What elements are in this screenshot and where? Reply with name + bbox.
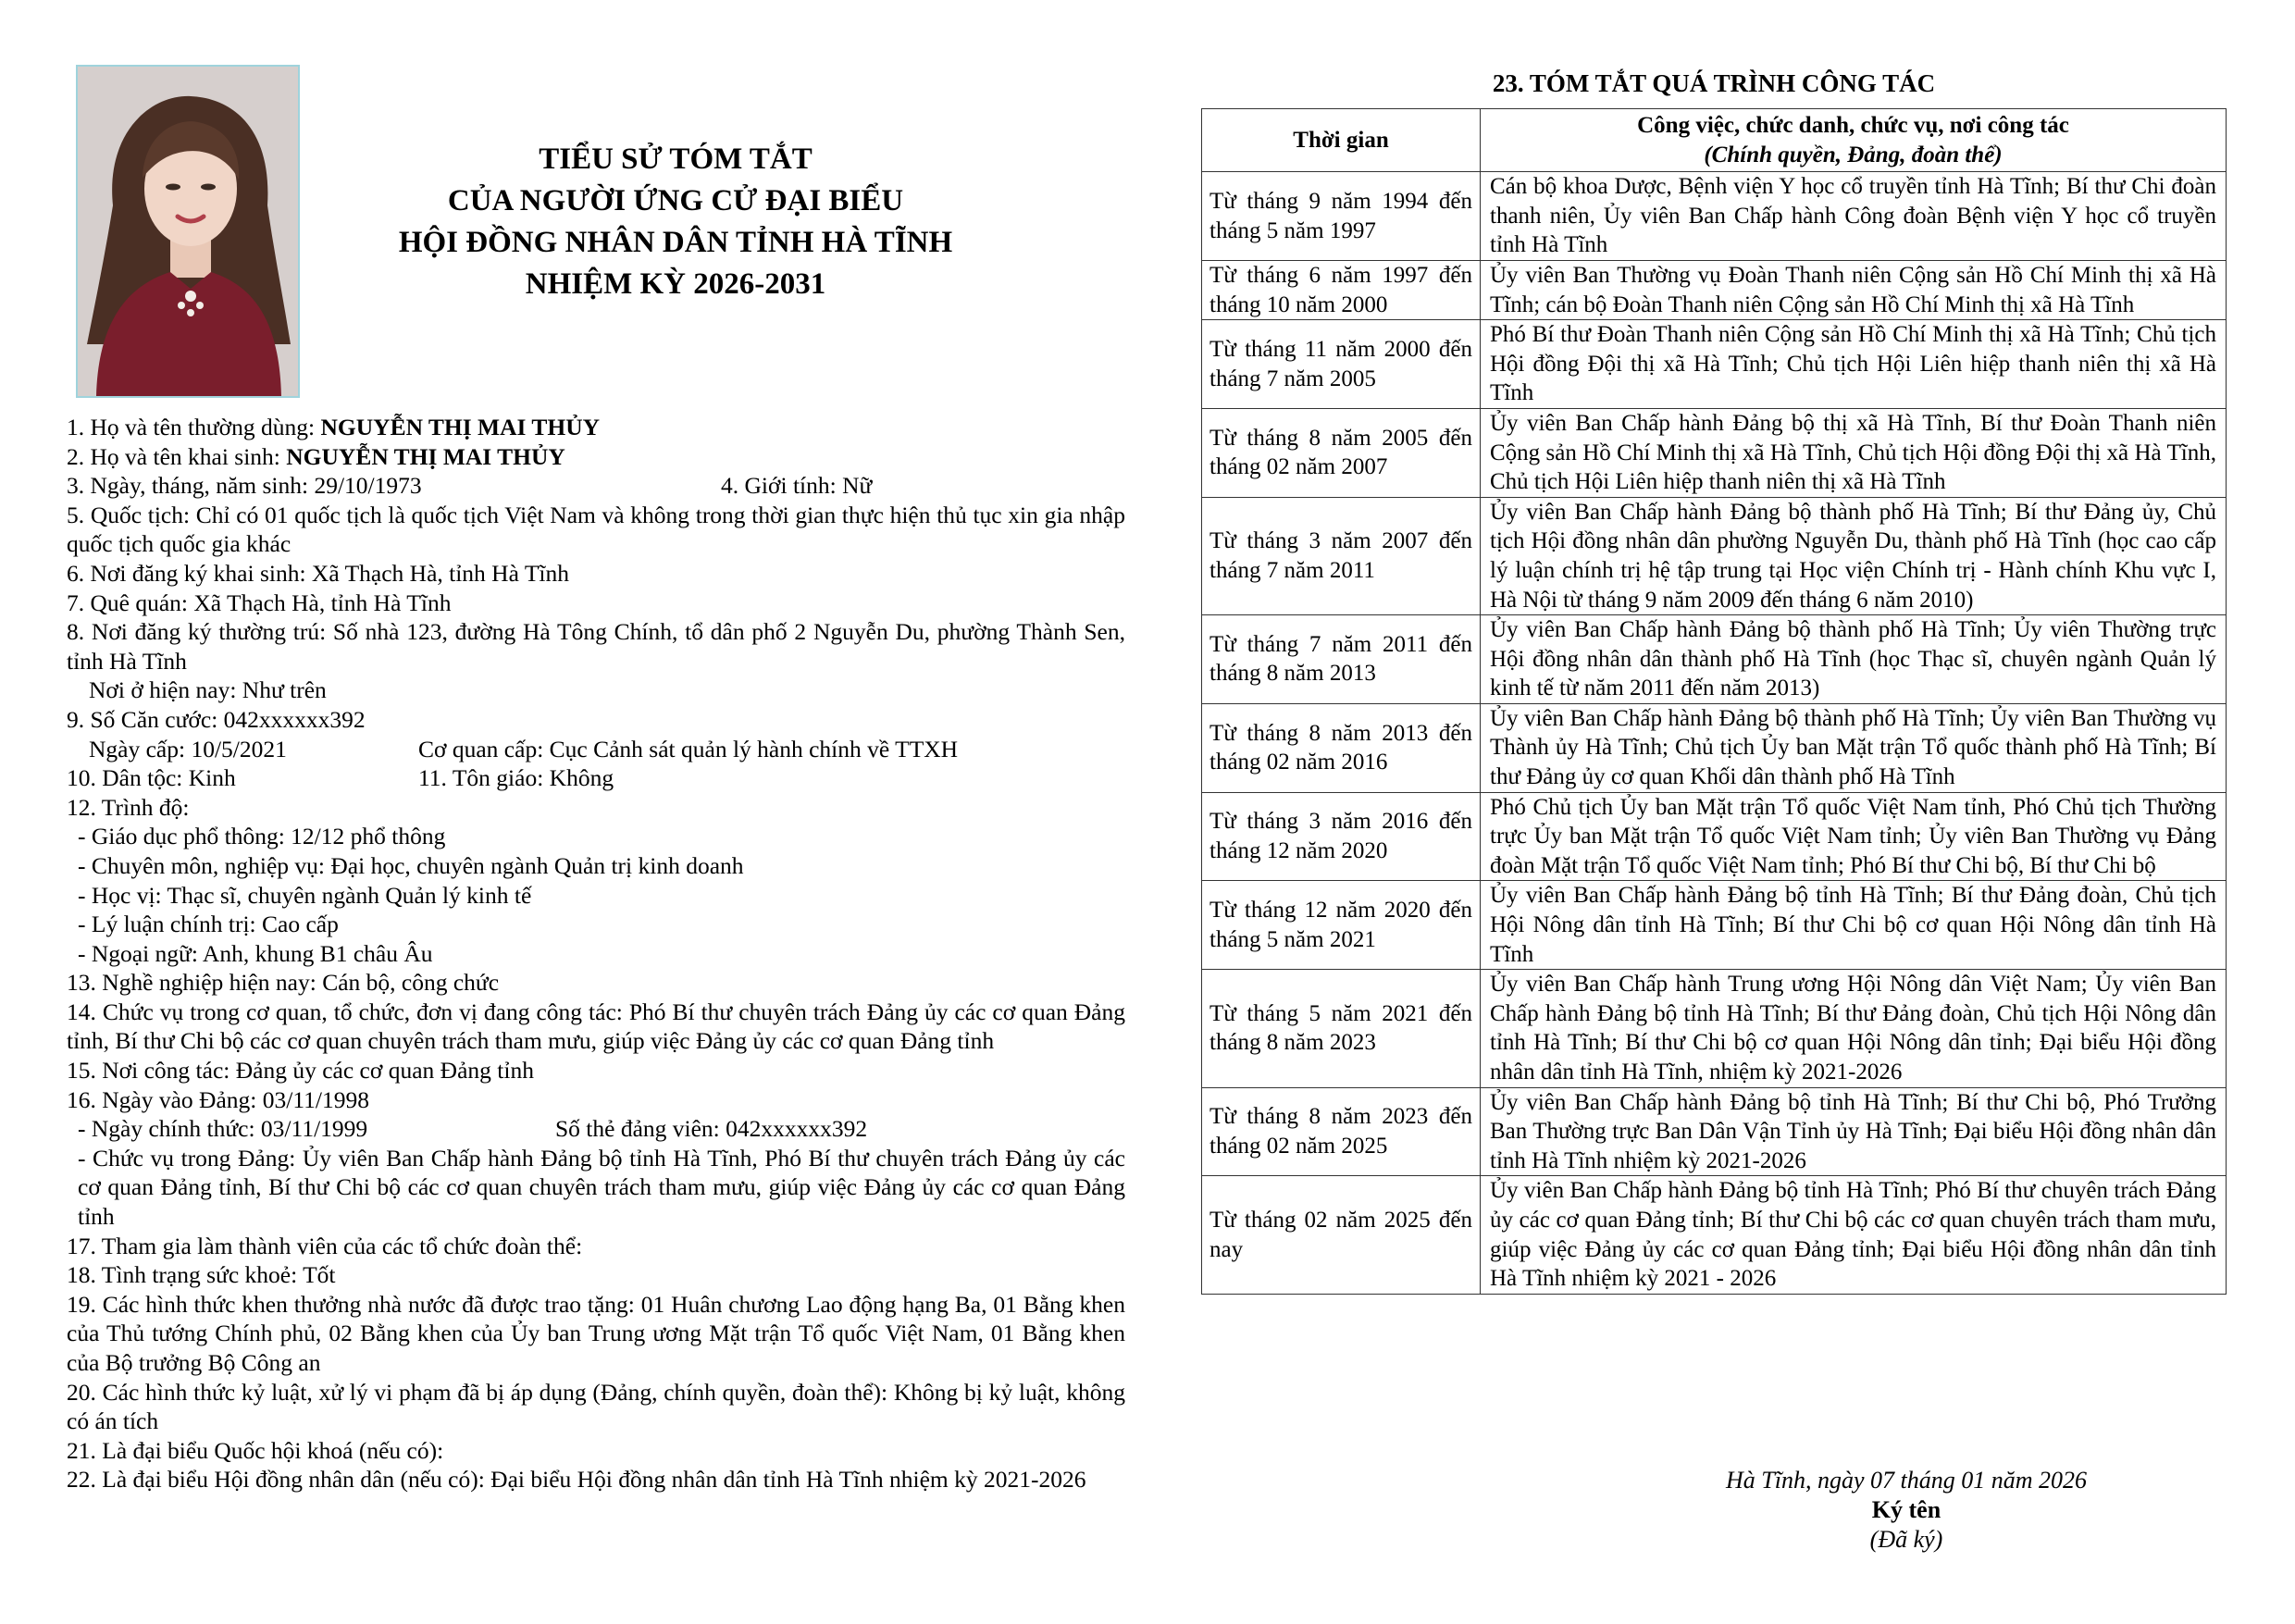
table-row	[1202, 615, 2227, 704]
common-name-value: NGUYỄN THỊ MAI THỦY	[320, 414, 601, 440]
signature-label: Ký tên	[1871, 1496, 1941, 1523]
work-rows	[1202, 172, 2227, 1295]
field-academic-degree: - Học vị: Thạc sĩ, chuyên ngành Quản lý kinh tế	[78, 881, 532, 909]
row-time: Từ tháng 7 năm 2011 đến tháng 8 năm 2013	[1202, 615, 1481, 704]
table-row	[1202, 1176, 2227, 1294]
table-header-row	[1202, 109, 2227, 172]
row-time: Từ tháng 02 năm 2025 đến nay	[1202, 1176, 1481, 1294]
field-hometown: 7. Quê quán: Xã Thạch Hà, tỉnh Hà Tĩnh	[67, 589, 452, 616]
table-row	[1202, 881, 2227, 970]
field-common-name: 1. Họ và tên thường dùng: NGUYỄN THỊ MAI THỦY	[67, 414, 601, 440]
title-line-3: HỘI ĐỒNG NHÂN DÂN TỈNH HÀ TĨNH	[398, 226, 953, 259]
field-permanent-residence: 8. Nơi đăng ký thường trú: Số nhà 123, đường Hà Tông Chính, tổ dân phố 2 Nguyễn Du, phường Thành Sen, tỉnh Hà Tĩnh	[67, 618, 1125, 675]
title-line-2: CỦA NGƯỜI ỨNG CỬ ĐẠI BIỂU	[447, 184, 904, 217]
row-time: Từ tháng 5 năm 2021 đến tháng 8 năm 2023	[1202, 970, 1481, 1087]
field-political-theory: - Lý luận chính trị: Cao cấp	[78, 911, 339, 938]
row-time: Từ tháng 12 năm 2020 đến tháng 5 năm 2021	[1202, 881, 1481, 970]
header-description-line1: Công việc, chức danh, chức vụ, nơi công tác	[1637, 113, 2069, 138]
field-row-id-issue	[67, 735, 1125, 764]
field-party-join-date: 16. Ngày vào Đảng: 03/11/1998	[67, 1085, 369, 1113]
table-row	[1202, 260, 2227, 319]
signature-block	[1666, 1466, 2147, 1555]
birth-name-value: NGUYỄN THỊ MAI THỦY	[286, 442, 565, 470]
row-time: Từ tháng 8 năm 2023 đến tháng 02 năm 2025	[1202, 1087, 1481, 1176]
field-dob: 3. Ngày, tháng, năm sinh: 29/10/1973	[67, 472, 422, 500]
field-ethnicity: 10. Dân tộc: Kinh	[67, 764, 236, 792]
field-id-number: 9. Số Căn cước: 042xxxxxx392	[67, 705, 366, 733]
field-birth-name: 2. Họ và tên khai sinh: NGUYỄN THỊ MAI THỦY	[67, 442, 565, 470]
portrait-illustration	[78, 67, 298, 396]
field-row-dob-gender	[67, 471, 1125, 501]
table-row	[1202, 408, 2227, 497]
row-description: Cán bộ khoa Dược, Bệnh viện Y học cổ truyền tỉnh Hà Tĩnh; Bí thư Chi đoàn thanh niên, Ủy viên Ban Chấp hành Công đoàn Bệnh viện Y học cổ truyền tỉnh Hà Tĩnh	[1481, 172, 2227, 261]
row-description: Phó Chủ tịch Ủy ban Mặt trận Tổ quốc Việt Nam tỉnh, Phó Chủ tịch Thường trực Ủy ban Mặt trận Tổ quốc Việt Nam tỉnh; Ủy viên Ban Thường vụ Đảng đoàn Mặt trận Tổ quốc Việt Nam tỉnh; Phó Bí thư Chi bộ, Bí thư Chi bộ	[1481, 792, 2227, 881]
row-description: Ủy viên Ban Chấp hành Đảng bộ thành phố Hà Tĩnh; Ủy viên Ban Thường vụ Thành ủy Hà Tĩnh; Chủ tịch Ủy ban Mặt trận Tổ quốc thành phố Hà Tĩnh; Bí thư Đảng ủy cơ quan Khối dân thành phố Hà Tĩnh	[1481, 703, 2227, 792]
header-time: Thời gian	[1202, 109, 1481, 172]
row-description: Ủy viên Ban Chấp hành Đảng bộ tỉnh Hà Tĩnh; Phó Bí thư chuyên trách Đảng ủy các cơ quan Đảng tỉnh; Bí thư Chi bộ các cơ quan chuyên trách tham mưu, giúp việc Đảng ủy các cơ quan Đảng tỉnh; Đại biểu Hội đồng nhân dân tỉnh Hà Tĩnh nhiệm kỳ 2021 - 2026	[1481, 1176, 2227, 1294]
field-religion: 11. Tôn giáo: Không	[418, 764, 614, 792]
row-description: Ủy viên Ban Chấp hành Đảng bộ tỉnh Hà Tĩnh; Bí thư Chi bộ, Phó Trưởng Ban Thường trực Ban Dân Vận Tỉnh ủy Hà Tĩnh; Đại biểu Hội đồng nhân dân tỉnh Hà Tĩnh nhiệm kỳ 2021-2026	[1481, 1087, 2227, 1176]
row-time: Từ tháng 9 năm 1994 đến tháng 5 năm 1997	[1202, 172, 1481, 261]
field-gender: 4. Giới tính: Nữ	[721, 472, 873, 500]
table-row	[1202, 792, 2227, 881]
field-row-ethnicity-religion	[67, 763, 1125, 793]
field-row-party-official	[67, 1114, 1125, 1144]
field-awards: 19. Các hình thức khen thưởng nhà nước đã được trao tặng: 01 Huân chương Lao động hạng Ba, 01 Bằng khen của Thủ tướng Chính phủ, 02 Bằng khen của Ủy ban Trung ương Mặt trận Tổ quốc Việt Nam, 01 Bằng khen của Bộ trưởng Bộ Công an	[67, 1290, 1125, 1376]
document-title	[333, 139, 1018, 305]
row-time: Từ tháng 8 năm 2005 đến tháng 02 năm 2007	[1202, 408, 1481, 497]
field-general-education: - Giáo dục phổ thông: 12/12 phổ thông	[78, 823, 446, 850]
work-history-table	[1201, 108, 2227, 1295]
row-description: Ủy viên Ban Chấp hành Đảng bộ thị xã Hà Tĩnh, Bí thư Đoàn Thanh niên Cộng sản Hồ Chí Minh thị xã Hà Tĩnh, Chủ tịch Hội đồng Đội thị xã Hà Tĩnh, Chủ tịch Hội Liên hiệp thanh niên thị xã Hà Tĩnh	[1481, 408, 2227, 497]
field-nationality: 5. Quốc tịch: Chỉ có 01 quốc tịch là quốc tịch Việt Nam và không trong thời gian thực hiện thủ tục xin gia nhập quốc tịch quốc gia khác	[67, 501, 1125, 558]
table-row	[1202, 497, 2227, 614]
field-id-issue-date: Ngày cấp: 10/5/2021	[89, 735, 287, 762]
field-workplace: 15. Nơi công tác: Đảng ủy các cơ quan Đảng tỉnh	[67, 1057, 534, 1085]
field-current-residence: Nơi ở hiện nay: Như trên	[89, 676, 327, 704]
title-line-1: TIỂU SỬ TÓM TẮT	[539, 143, 813, 176]
field-foreign-language: - Ngoại ngữ: Anh, khung B1 châu Âu	[78, 939, 433, 967]
row-description: Ủy viên Ban Chấp hành Đảng bộ tỉnh Hà Tĩnh; Bí thư Đảng đoàn, Chủ tịch Hội Nông dân tỉnh Hà Tĩnh; Bí thư Chi bộ cơ quan Hội Nông dân tỉnh Hà Tĩnh	[1481, 881, 2227, 970]
row-description: Ủy viên Ban Chấp hành Trung ương Hội Nông dân Việt Nam; Ủy viên Ban Chấp hành Đảng bộ tỉnh Hà Tĩnh; Bí thư Đảng đoàn, Chủ tịch Hội Nông dân tỉnh Hà Tĩnh; Bí thư Chi bộ cơ quan Hội Nông dân tỉnh; Đại biểu Hội đồng nhân dân tỉnh Hà Tĩnh, nhiệm kỳ 2021-2026	[1481, 970, 2227, 1087]
row-description: Phó Bí thư Đoàn Thanh niên Cộng sản Hồ Chí Minh thị xã Hà Tĩnh; Chủ tịch Hội đồng Đội thị xã Hà Tĩnh; Chủ tịch Hội Liên hiệp thanh niên thị xã Hà Tĩnh	[1481, 320, 2227, 409]
row-description: Ủy viên Ban Chấp hành Đảng bộ thành phố Hà Tĩnh; Ủy viên Thường trực Hội đồng nhân dân thành phố Hà Tĩnh (học Thạc sĩ, chuyên ngành Quản lý kinh tế từ năm 2011 đến năm 2013)	[1481, 615, 2227, 704]
field-id-issuer: Cơ quan cấp: Cục Cảnh sát quản lý hành chính về TTXH	[418, 735, 959, 762]
table-row	[1202, 970, 2227, 1087]
table-row	[1202, 172, 2227, 261]
row-time: Từ tháng 8 năm 2013 đến tháng 02 năm 2016	[1202, 703, 1481, 792]
row-time: Từ tháng 3 năm 2007 đến tháng 7 năm 2011	[1202, 497, 1481, 614]
row-time: Từ tháng 6 năm 1997 đến tháng 10 năm 2000	[1202, 260, 1481, 319]
field-health: 18. Tình trạng sức khoẻ: Tốt	[67, 1261, 336, 1289]
signature-date: Hà Tĩnh, ngày 07 tháng 01 năm 2026	[1726, 1467, 2087, 1494]
field-party-position: - Chức vụ trong Đảng: Ủy viên Ban Chấp hành Đảng bộ tỉnh Hà Tĩnh, Phó Bí thư chuyên trách Đảng ủy các cơ quan Đảng tỉnh, Bí thư Chi bộ các cơ quan chuyên trách tham mưu, giúp việc Đảng ủy các cơ quan Đảng tỉnh	[78, 1144, 1125, 1231]
table-row	[1202, 1087, 2227, 1176]
field-party-official-date: - Ngày chính thức: 03/11/1999	[78, 1115, 368, 1143]
row-description: Ủy viên Ban Chấp hành Đảng bộ thành phố Hà Tĩnh; Bí thư Đảng ủy, Chủ tịch Hội đồng nhân dân phường Nguyễn Du, thành phố Hà Tĩnh (học cao cấp lý luận chính trị hệ tập trung tại Học viện Chính trị - Hành chính Khu vực I, Hà Nội từ tháng 9 năm 2009 đến tháng 6 năm 2010)	[1481, 497, 2227, 614]
personal-info	[67, 413, 1125, 1494]
field-peoples-council: 22. Là đại biểu Hội đồng nhân dân (nếu có): Đại biểu Hội đồng nhân dân tỉnh Hà Tĩnh nhiệm kỳ 2021-2026	[67, 1466, 1086, 1494]
field-national-assembly: 21. Là đại biểu Quốc hội khoá (nếu có):	[67, 1436, 444, 1464]
work-history-title: 23. TÓM TẮT QUÁ TRÌNH CÔNG TÁC	[1492, 69, 1936, 97]
row-time: Từ tháng 11 năm 2000 đến tháng 7 năm 2005	[1202, 320, 1481, 409]
header-description	[1481, 109, 2227, 172]
field-education-heading: 12. Trình độ:	[67, 793, 190, 821]
field-position: 14. Chức vụ trong cơ quan, tổ chức, đơn vị đang công tác: Phó Bí thư chuyên trách Đảng ủy các cơ quan Đảng tỉnh, Bí thư Chi bộ các cơ quan chuyên trách tham mưu, giúp việc Đảng ủy các cơ quan Đảng tỉnh	[67, 998, 1125, 1055]
table-row	[1202, 320, 2227, 409]
row-description: Ủy viên Ban Thường vụ Đoàn Thanh niên Cộng sản Hồ Chí Minh thị xã Hà Tĩnh; cán bộ Đoàn Thanh niên Cộng sản Hồ Chí Minh thị xã Hà Tĩnh	[1481, 260, 2227, 319]
field-occupation: 13. Nghề nghiệp hiện nay: Cán bộ, công chức	[67, 969, 500, 997]
field-discipline: 20. Các hình thức kỷ luật, xử lý vi phạm đã bị áp dụng (Đảng, chính quyền, đoàn thể): Không bị kỷ luật, không có án tích	[67, 1378, 1125, 1435]
row-time: Từ tháng 3 năm 2016 đến tháng 12 năm 2020	[1202, 792, 1481, 881]
title-line-4: NHIỆM KỲ 2026-2031	[525, 267, 826, 301]
candidate-photo	[76, 65, 300, 398]
field-birth-registration: 6. Nơi đăng ký khai sinh: Xã Thạch Hà, tỉnh Hà Tĩnh	[67, 559, 569, 587]
field-professional-degree: - Chuyên môn, nghiệp vụ: Đại học, chuyên ngành Quản trị kinh doanh	[78, 851, 744, 879]
table-row	[1202, 703, 2227, 792]
field-organizations: 17. Tham gia làm thành viên của các tổ chức đoàn thể:	[67, 1232, 583, 1259]
signature-status: (Đã ký)	[1869, 1526, 1943, 1553]
field-party-card-number: Số thẻ đảng viên: 042xxxxxx392	[555, 1115, 868, 1143]
header-description-line2: (Chính quyền, Đảng, đoàn thể)	[1704, 142, 2003, 167]
